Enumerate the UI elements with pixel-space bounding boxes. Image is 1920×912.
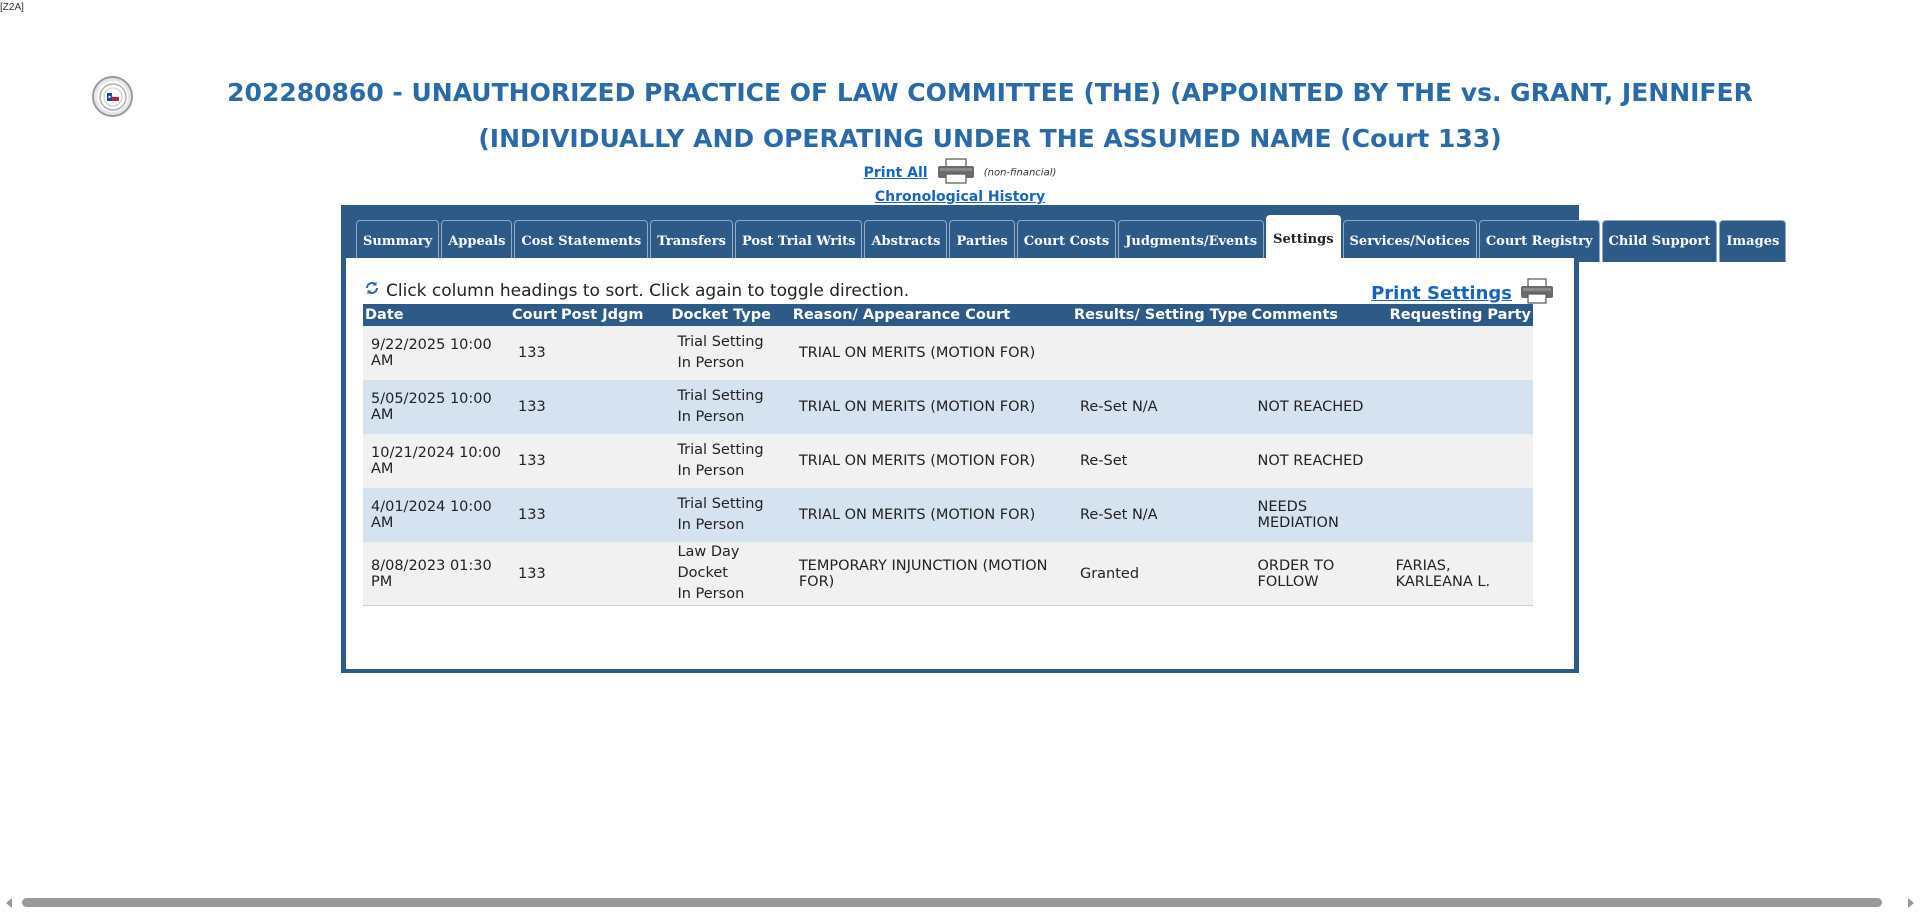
column-header-date[interactable]: Date bbox=[363, 304, 510, 326]
tab-summary[interactable]: Summary bbox=[356, 220, 439, 262]
table-header-row bbox=[363, 304, 1533, 326]
printer-icon[interactable] bbox=[937, 158, 975, 188]
cell-comments: NOT REACHED bbox=[1249, 380, 1387, 434]
scroll-right-icon[interactable] bbox=[1908, 898, 1914, 908]
tab-parties[interactable]: Parties bbox=[949, 220, 1014, 262]
cell-docket-type bbox=[669, 542, 790, 606]
cell-date: 4/01/2024 10:00 AM bbox=[363, 488, 510, 542]
cell-date: 9/22/2025 10:00 AM bbox=[363, 326, 510, 380]
column-header-results[interactable]: Results/ Setting Type bbox=[1072, 304, 1250, 326]
tab-judgments-events[interactable]: Judgments/Events bbox=[1118, 220, 1264, 262]
cell-reason: TRIAL ON MERITS (MOTION FOR) bbox=[791, 488, 1072, 542]
cell-reason: TRIAL ON MERITS (MOTION FOR) bbox=[791, 326, 1072, 380]
column-header-docket-type[interactable]: Docket Type bbox=[669, 304, 790, 326]
cell-docket-type bbox=[669, 380, 790, 434]
cell-result bbox=[1072, 326, 1250, 380]
settings-content bbox=[346, 258, 1574, 669]
cell-requesting-party bbox=[1388, 326, 1533, 380]
table-row bbox=[363, 380, 1533, 434]
cell-result: Re-Set bbox=[1072, 434, 1250, 488]
tab-cost-statements[interactable]: Cost Statements bbox=[514, 220, 648, 262]
horizontal-scrollbar[interactable] bbox=[0, 892, 1920, 912]
chronological-history-row bbox=[0, 186, 1920, 205]
print-note: (non-financial) bbox=[983, 167, 1057, 179]
column-header-comments[interactable]: Comments bbox=[1249, 304, 1387, 326]
cell-result: Granted bbox=[1072, 542, 1250, 606]
corner-tag: [Z2A] bbox=[0, 2, 24, 13]
table-row bbox=[363, 542, 1533, 606]
docket-type: Trial Setting bbox=[677, 334, 764, 350]
print-settings-link[interactable]: Print Settings bbox=[1371, 282, 1512, 304]
sort-hint bbox=[364, 280, 909, 301]
cell-reason: TRIAL ON MERITS (MOTION FOR) bbox=[791, 434, 1072, 488]
appearance: In Person bbox=[677, 517, 745, 533]
tab-child-support[interactable]: Child Support bbox=[1602, 220, 1718, 262]
tab-court-costs[interactable]: Court Costs bbox=[1017, 220, 1117, 262]
table-row bbox=[363, 488, 1533, 542]
column-header-requesting-party[interactable]: Requesting Party bbox=[1388, 304, 1533, 326]
case-panel bbox=[341, 205, 1780, 673]
chronological-history-link[interactable]: Chronological History bbox=[874, 189, 1046, 205]
scrollbar-thumb[interactable] bbox=[22, 898, 1882, 907]
tab-court-registry[interactable]: Court Registry bbox=[1479, 220, 1600, 262]
cell-reason: TEMPORARY INJUNCTION (MOTION FOR) bbox=[791, 542, 1072, 606]
cell-post-jdgm bbox=[559, 326, 669, 380]
column-header-post-jdgm[interactable]: Post Jdgm bbox=[559, 304, 669, 326]
cell-comments: ORDER TO FOLLOW bbox=[1249, 542, 1387, 606]
appearance: In Person bbox=[677, 463, 745, 479]
tab-transfers[interactable]: Transfers bbox=[650, 220, 733, 262]
table-row bbox=[363, 326, 1533, 380]
docket-type: Trial Setting bbox=[677, 496, 764, 512]
cell-requesting-party bbox=[1388, 380, 1533, 434]
tab-services-notices[interactable]: Services/Notices bbox=[1343, 220, 1477, 262]
cell-reason: TRIAL ON MERITS (MOTION FOR) bbox=[791, 380, 1072, 434]
cell-result: Re-Set N/A bbox=[1072, 488, 1250, 542]
cell-date: 8/08/2023 01:30 PM bbox=[363, 542, 510, 606]
column-header-court[interactable]: Court bbox=[510, 304, 559, 326]
docket-type: Trial Setting bbox=[677, 388, 764, 404]
settings-table bbox=[363, 304, 1533, 606]
cell-comments bbox=[1249, 326, 1387, 380]
cell-result: Re-Set N/A bbox=[1072, 380, 1250, 434]
column-header-reason[interactable]: Reason/ Appearance Court bbox=[791, 304, 1072, 326]
scroll-left-icon[interactable] bbox=[6, 898, 12, 908]
tab-settings[interactable]: Settings bbox=[1266, 215, 1340, 262]
county-seal-icon bbox=[92, 76, 133, 117]
print-all-link[interactable]: Print All bbox=[863, 165, 928, 181]
sort-hint-text: Click column headings to sort. Click again to toggle direction. bbox=[386, 280, 910, 301]
cell-court: 133 bbox=[510, 326, 559, 380]
cell-date: 5/05/2025 10:00 AM bbox=[363, 380, 510, 434]
cell-post-jdgm bbox=[559, 542, 669, 606]
appearance: In Person bbox=[677, 409, 745, 425]
cell-docket-type bbox=[669, 488, 790, 542]
cell-court: 133 bbox=[510, 380, 559, 434]
appearance: In Person bbox=[677, 586, 745, 602]
tab-bar bbox=[356, 215, 1786, 262]
refresh-icon bbox=[364, 280, 380, 301]
docket-type: Law Day Docket bbox=[677, 544, 740, 581]
cell-court: 133 bbox=[510, 488, 559, 542]
case-title: 202280860 - UNAUTHORIZED PRACTICE OF LAW COMMITTEE (THE) (APPOINTED BY THE vs. GRANT, JENNIFER (INDIVIDUALLY AND OPERATING UNDER THE ASSUMED NAME (Court 133) bbox=[227, 78, 1753, 153]
tab-abstracts[interactable]: Abstracts bbox=[864, 220, 947, 262]
cell-date: 10/21/2024 10:00 AM bbox=[363, 434, 510, 488]
table-row bbox=[363, 434, 1533, 488]
cell-post-jdgm bbox=[559, 380, 669, 434]
cell-comments: NOT REACHED bbox=[1249, 434, 1387, 488]
tab-post-trial-writs[interactable]: Post Trial Writs bbox=[735, 220, 862, 262]
cell-court: 133 bbox=[510, 542, 559, 606]
tab-images[interactable]: Images bbox=[1719, 220, 1786, 262]
docket-type: Trial Setting bbox=[677, 442, 764, 458]
appearance: In Person bbox=[677, 355, 745, 371]
cell-requesting-party bbox=[1388, 488, 1533, 542]
print-all-row bbox=[0, 158, 1920, 188]
cell-docket-type bbox=[669, 326, 790, 380]
cell-requesting-party: FARIAS, KARLEANA L. bbox=[1388, 542, 1533, 606]
cell-post-jdgm bbox=[559, 488, 669, 542]
tab-appeals[interactable]: Appeals bbox=[441, 220, 512, 262]
cell-comments: NEEDS MEDIATION bbox=[1249, 488, 1387, 542]
cell-court: 133 bbox=[510, 434, 559, 488]
cell-requesting-party bbox=[1388, 434, 1533, 488]
cell-post-jdgm bbox=[559, 434, 669, 488]
cell-docket-type bbox=[669, 434, 790, 488]
